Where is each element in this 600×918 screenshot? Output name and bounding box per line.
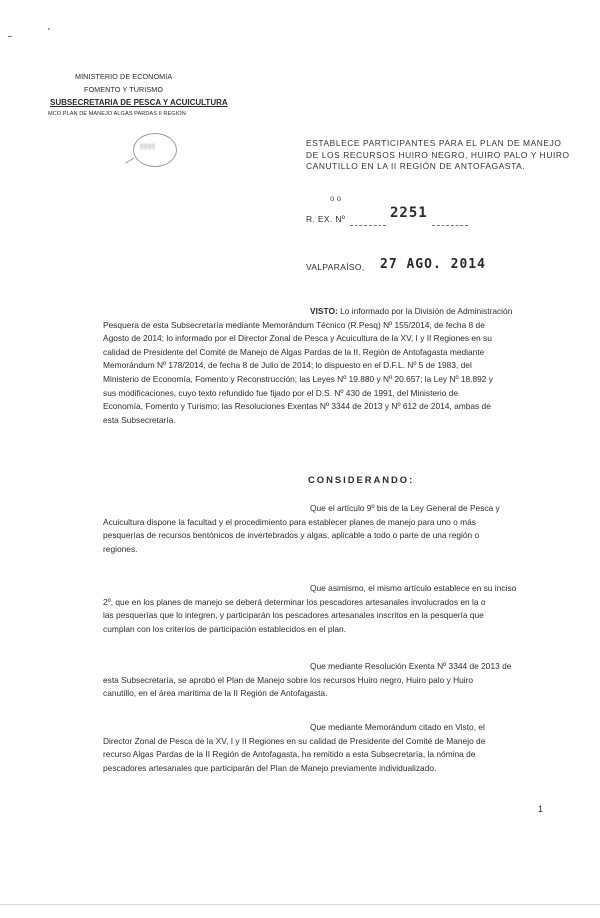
visto-line: Ministerio de Economía, Fomento y Reconstrucción; las Leyes Nº 19.880 y Nº 20.657; la Ley Nº 18.892 y <box>103 373 493 384</box>
paragraph-line: cumplan con los criterios de participación establecidos en el plan. <box>103 623 347 634</box>
paragraph-line: recurso Algas Pardas de la II Región de Antofagasta, ha remitido a esta Subsecretaría, la nómina de <box>103 749 476 760</box>
paragraph-line: pesquerías de recursos bentónicos de invertebrados y algas, aplicable a todo o parte de una región o <box>103 530 480 541</box>
visto-section <box>103 305 547 427</box>
visto-line: calidad de Presidente del Comité de Manejo de Algas Pardas de la II. Región de Antofagasta mediante <box>103 346 485 357</box>
resolution-number: 2251 <box>390 205 428 221</box>
visto-line: Agosto de 2014; lo informado por el Director Zonal de Pesca y Acuicultura de la XV, I y II Regiones en su <box>103 333 492 344</box>
subsecretaria-name: SUBSECRETARIA DE PESCA Y ACUICULTURA <box>50 98 228 107</box>
paragraph-line: Acuicultura dispone la facultad y el procedimiento para establecer planes de manejo para uno o más <box>103 516 476 527</box>
visto-label: VISTO: <box>310 306 338 316</box>
resolution-date: 27 AGO. 2014 <box>380 257 486 272</box>
paragraph-line: canutillo, en el área marítima de la II Región de Antofagasta. <box>103 688 328 699</box>
title-line: CANUTILLO EN LA II REGIÓN DE ANTOFAGASTA. <box>306 161 526 172</box>
ministry-line-2: FOMENTO Y TURISMO <box>84 85 164 94</box>
scan-mark <box>48 28 50 30</box>
paragraph-first-line: Que mediante Memorándum citado en Visto, el <box>310 722 485 732</box>
title-line: DE LOS RECURSOS HUIRO NEGRO, HUIRO PALO Y HUIRO <box>306 149 570 160</box>
city: VALPARAÍSO, <box>306 262 365 272</box>
stamp-stroke <box>125 158 134 164</box>
scan-mark <box>8 36 12 37</box>
visto-line: Pesquera de esta Subsecretaría mediante Memorándum Técnico (R.Pesq) Nº 155/2014, de fecha 8 de <box>103 319 485 330</box>
visto-line: Economía, Fomento y Turismo; las Resoluciones Exentas Nº 3344 de 2013 y Nº 612 de 2014, ambas de <box>103 401 491 412</box>
title-line: ESTABLECE PARTICIPANTES PARA EL PLAN DE MANEJO <box>306 138 562 148</box>
visto-line: Lo informado por la División de Administración <box>340 306 513 316</box>
visto-first-line <box>103 305 547 319</box>
visto-line: esta Subsecretaría. <box>103 414 176 425</box>
considerando-paragraph-1 <box>103 502 547 556</box>
resolution-dash-left <box>350 224 386 226</box>
paragraph-line: esta Subsecretaría, se aprobó el Plan de Manejo sobre los recursos Huiro negro, Huiro palo y Huiro <box>103 674 474 685</box>
paragraph-first-line: Que asimismo, el mismo artículo establece en su inciso <box>310 583 517 593</box>
page-number: 1 <box>538 804 544 814</box>
considerando-paragraph-4 <box>103 721 547 775</box>
document-title <box>306 138 576 173</box>
considerando-paragraph-2 <box>103 582 547 636</box>
paragraph-line: pescadores artesanales que participarán del Plan de Manejo previamente individualizado. <box>103 762 437 773</box>
visto-line: Memorándum Nº 178/2014, de fecha 8 de Julio de 2014; lo dispuesto en el D.F.L. Nº 5 de 1983, del <box>103 360 472 371</box>
seal-icon: ▒▒▒▒ <box>140 144 156 150</box>
paragraph-first-line: Que mediante Resolución Exenta Nº 3344 de 2013 de <box>310 661 512 671</box>
scan-edge <box>0 904 600 905</box>
reference-code: MCO PLAN DE MANEJO ALGAS PARDAS II REGION <box>48 111 186 117</box>
paragraph-line: Director Zonal de Pesca de la XV, I y II Regiones en su calidad de Presidente del Comité de Manejo de <box>103 735 486 746</box>
paragraph-line: las pesquerías que lo integren, y participarán los pescadores artesanales inscritos en la pesquería que <box>103 610 484 621</box>
paragraph-line: 2º, que en los planes de manejo se deberá determinar los pescadores artesanales involucrados en la o <box>103 596 486 607</box>
considerando-heading: CONSIDERANDO: <box>308 474 415 485</box>
paragraph-line: regiones. <box>103 543 138 554</box>
resolution-dash-right <box>432 224 468 226</box>
small-mark: o o <box>330 194 342 203</box>
paragraph-first-line: Que el artículo 9º bis de la Ley General de Pesca y <box>310 503 500 513</box>
official-seal <box>133 133 177 167</box>
visto-line: sus modificaciones, cuyo texto refundido fue fijado por el D.S. Nº 430 de 1991, del Ministerio de <box>103 387 459 398</box>
resolution-prefix: R. EX. Nº <box>306 214 346 224</box>
ministry-line-1: MINISTERIO DE ECONOMIA <box>75 72 173 81</box>
considerando-paragraph-3 <box>103 660 547 701</box>
